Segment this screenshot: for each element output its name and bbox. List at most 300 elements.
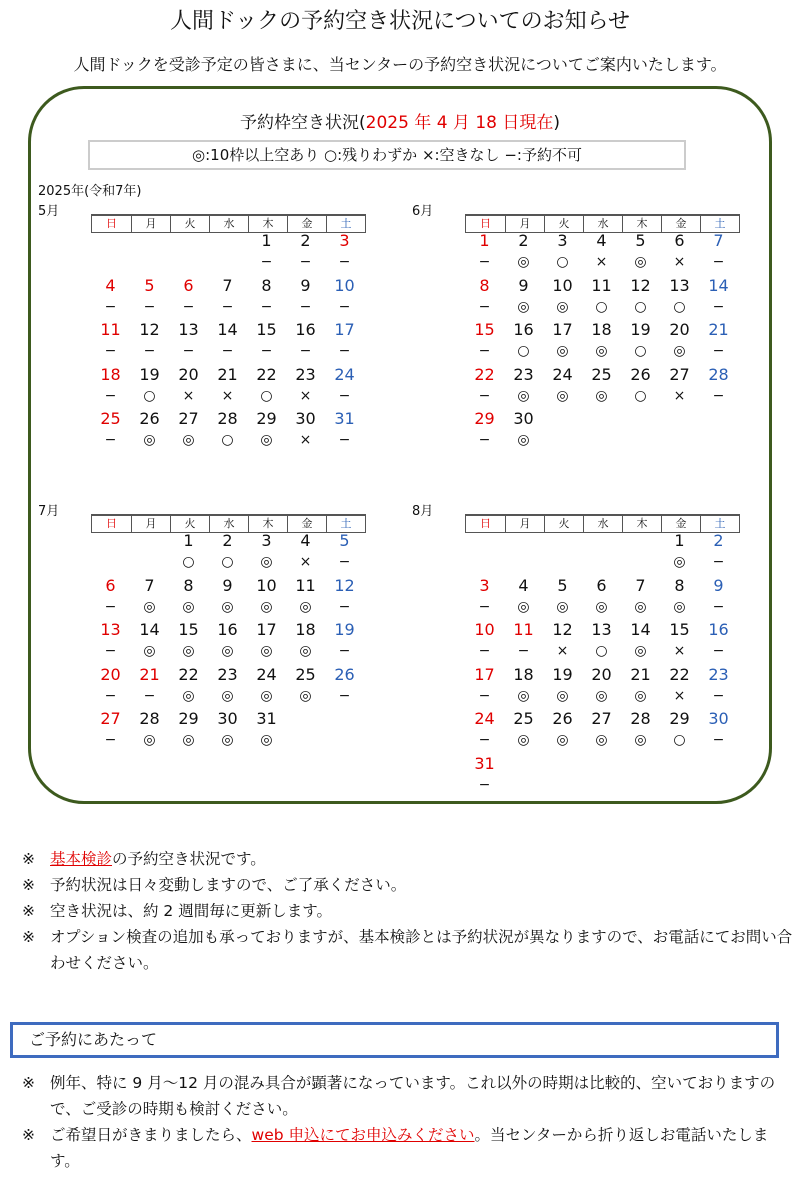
day-number: 6 xyxy=(105,575,116,595)
day-number: 12 xyxy=(630,275,651,295)
availability-mark: − xyxy=(338,387,351,404)
calendar-day xyxy=(169,619,208,664)
availability-mark: ○ xyxy=(595,298,608,315)
weekday-label: 日 xyxy=(106,517,117,530)
availability-mark: ◎ xyxy=(260,732,273,748)
calendar-day xyxy=(130,319,169,364)
day-number: 25 xyxy=(513,709,534,728)
calendar-day xyxy=(247,408,286,453)
calendar-day xyxy=(582,575,621,620)
availability-mark: ◎ xyxy=(517,254,530,270)
day-number: 28 xyxy=(139,709,160,728)
basic-checkup-link[interactable]: 基本検診 xyxy=(50,850,113,868)
calendar-grid xyxy=(91,230,364,453)
calendar-day xyxy=(543,275,582,320)
day-number: 4 xyxy=(105,275,116,295)
day-number: 31 xyxy=(334,409,355,428)
availability-mark: ◎ xyxy=(143,643,156,659)
day-number: 6 xyxy=(183,275,194,295)
calendar-day xyxy=(325,575,364,620)
availability-mark: − xyxy=(712,298,725,315)
availability-mark: − xyxy=(712,554,725,570)
availability-mark: ○ xyxy=(143,387,156,404)
calendar-day xyxy=(247,319,286,364)
day-number: 1 xyxy=(261,231,272,250)
day-number: 10 xyxy=(474,620,495,639)
day-number: 27 xyxy=(178,409,199,428)
availability-mark: ◎ xyxy=(595,387,608,404)
availability-mark: − xyxy=(104,643,117,659)
weekday-label: 火 xyxy=(170,516,209,532)
calendar-day xyxy=(286,619,325,664)
calendar-day xyxy=(699,708,738,753)
availability-mark: ◎ xyxy=(260,687,273,704)
calendar-day xyxy=(169,575,208,620)
day-number: 14 xyxy=(139,620,160,639)
day-number: 17 xyxy=(552,320,573,339)
calendar-day xyxy=(286,664,325,709)
calendar-day xyxy=(582,319,621,364)
availability-mark: ◎ xyxy=(182,687,195,704)
availability-mark: ○ xyxy=(517,343,530,359)
calendar-day xyxy=(91,708,130,753)
availability-mark: ◎ xyxy=(260,643,273,659)
availability-mark: − xyxy=(104,598,117,615)
day-number: 16 xyxy=(513,320,534,339)
day-number: 5 xyxy=(144,275,155,295)
day-number: 28 xyxy=(708,364,729,384)
calendar-day xyxy=(169,364,208,409)
day-number: 22 xyxy=(474,364,495,384)
availability-mark: − xyxy=(338,254,351,270)
calendar-day xyxy=(660,575,699,620)
calendar-day xyxy=(621,364,660,409)
calendar-grid xyxy=(465,230,738,453)
day-number: 21 xyxy=(708,320,729,339)
availability-mark: ◎ xyxy=(673,554,686,570)
weekday-label: 日 xyxy=(480,517,491,530)
day-number: 25 xyxy=(295,664,316,684)
availability-mark: ◎ xyxy=(517,598,530,615)
calendar-day xyxy=(660,708,699,753)
day-number: 27 xyxy=(669,364,690,384)
availability-mark: − xyxy=(478,732,491,748)
day-number: 15 xyxy=(178,620,199,639)
calendar-day xyxy=(130,619,169,664)
availability-mark: ◎ xyxy=(221,732,234,748)
availability-mark: − xyxy=(478,598,491,615)
calendar-day xyxy=(286,575,325,620)
day-number: 19 xyxy=(552,664,573,684)
month-label: 6月 xyxy=(412,204,434,219)
day-number: 6 xyxy=(596,575,607,595)
availability-mark: − xyxy=(478,343,491,359)
calendar-day xyxy=(247,575,286,620)
day-number: 24 xyxy=(256,664,277,684)
calendar-day xyxy=(504,619,543,664)
calendar-day xyxy=(91,319,130,364)
availability-mark: − xyxy=(478,387,491,404)
weekday-label: 火 xyxy=(170,216,209,232)
day-number: 29 xyxy=(178,709,199,728)
day-number: 29 xyxy=(474,409,495,428)
day-number: 29 xyxy=(669,709,690,728)
calendar-day xyxy=(621,708,660,753)
availability-mark: − xyxy=(143,343,156,359)
day-number: 3 xyxy=(261,531,272,550)
day-number: 11 xyxy=(295,575,316,595)
calendar-day xyxy=(325,319,364,364)
day-number: 7 xyxy=(713,231,724,250)
calendar-day xyxy=(465,364,504,409)
weekday-label: 火 xyxy=(544,516,583,532)
availability-mark: ◎ xyxy=(556,687,569,704)
calendar-grid xyxy=(91,530,364,753)
day-number: 26 xyxy=(552,709,573,728)
availability-mark: ◎ xyxy=(182,598,195,615)
availability-mark: ◎ xyxy=(260,554,273,570)
availability-mark: ◎ xyxy=(673,343,686,359)
availability-mark: ◎ xyxy=(182,732,195,748)
availability-mark: − xyxy=(182,343,195,359)
availability-mark: − xyxy=(338,554,351,570)
availability-mark: ◎ xyxy=(634,598,647,615)
calendar-day xyxy=(208,319,247,364)
availability-mark: ○ xyxy=(634,343,647,359)
calendar-day xyxy=(247,530,286,575)
day-number: 8 xyxy=(479,275,490,295)
availability-mark: ◎ xyxy=(556,732,569,748)
day-number: 24 xyxy=(334,364,355,384)
day-number: 28 xyxy=(217,409,238,428)
calendar-day xyxy=(699,230,738,275)
availability-mark: − xyxy=(712,598,725,615)
calendar-day xyxy=(621,619,660,664)
calendar-july xyxy=(38,500,378,780)
day-number: 9 xyxy=(300,275,311,295)
weekday-label: 金 xyxy=(287,216,326,232)
calendar-day xyxy=(699,664,738,709)
calendar-day xyxy=(504,708,543,753)
day-number: 10 xyxy=(334,275,355,295)
availability-mark: − xyxy=(104,387,117,404)
calendar-day xyxy=(621,319,660,364)
calendar-day xyxy=(660,319,699,364)
calendar-day xyxy=(504,664,543,709)
calendar-day xyxy=(582,664,621,709)
weekday-label: 金 xyxy=(661,516,700,532)
availability-mark: ○ xyxy=(221,432,234,448)
calendar-day xyxy=(325,364,364,409)
month-label: 7月 xyxy=(38,504,60,519)
calendar-day xyxy=(286,408,325,453)
calendar-day xyxy=(286,319,325,364)
availability-mark: ◎ xyxy=(182,432,195,448)
day-number: 8 xyxy=(261,275,272,295)
day-number: 22 xyxy=(256,364,277,384)
calendar-day xyxy=(325,408,364,453)
day-number: 20 xyxy=(100,664,121,684)
calendar-day xyxy=(543,319,582,364)
availability-mark: − xyxy=(104,343,117,359)
calendar-day xyxy=(699,319,738,364)
day-number: 31 xyxy=(474,753,495,773)
weekday-label: 月 xyxy=(505,516,544,532)
availability-mark: − xyxy=(478,298,491,315)
day-number: 9 xyxy=(222,575,233,595)
calendar-day xyxy=(286,230,325,275)
availability-mark: × xyxy=(595,254,608,270)
calendar-day xyxy=(660,230,699,275)
day-number: 5 xyxy=(557,575,568,595)
day-number: 13 xyxy=(178,320,199,339)
availability-mark: ◎ xyxy=(556,298,569,315)
availability-mark: × xyxy=(299,387,312,404)
calendar-day xyxy=(208,619,247,664)
availability-mark: ◎ xyxy=(595,343,608,359)
calendar-day xyxy=(91,408,130,453)
weekday-label: 水 xyxy=(209,516,248,532)
day-number: 17 xyxy=(474,664,495,684)
calendar-day xyxy=(504,319,543,364)
weekday-label: 金 xyxy=(287,516,326,532)
availability-mark: ◎ xyxy=(517,432,530,448)
day-number: 23 xyxy=(217,664,238,684)
day-number: 26 xyxy=(630,364,651,384)
availability-mark: − xyxy=(338,343,351,359)
calendar-day xyxy=(169,275,208,320)
weekday-label: 木 xyxy=(622,216,661,232)
day-number: 19 xyxy=(334,620,355,639)
day-number: 11 xyxy=(591,275,612,295)
calendar-grid xyxy=(465,530,738,797)
weekday-label: 金 xyxy=(661,216,700,232)
day-number: 1 xyxy=(674,531,685,550)
day-number: 4 xyxy=(300,531,311,550)
day-number: 4 xyxy=(596,231,607,250)
day-number: 14 xyxy=(630,620,651,639)
day-number: 13 xyxy=(100,620,121,639)
availability-mark: − xyxy=(104,732,117,748)
availability-mark: ◎ xyxy=(299,687,312,704)
day-number: 11 xyxy=(513,620,534,639)
month-label: 5月 xyxy=(38,204,60,219)
calendar-day xyxy=(247,664,286,709)
day-number: 18 xyxy=(100,364,121,384)
calendar-day xyxy=(325,530,364,575)
day-number: 22 xyxy=(669,664,690,684)
calendar-day xyxy=(621,230,660,275)
day-number: 2 xyxy=(518,231,529,250)
calendar-day xyxy=(130,708,169,753)
availability-mark: − xyxy=(299,254,312,270)
weekday-label: 土 xyxy=(700,216,739,232)
availability-mark: − xyxy=(299,343,312,359)
weekday-label: 水 xyxy=(583,216,622,232)
calendar-day xyxy=(621,664,660,709)
day-number: 11 xyxy=(100,320,121,339)
availability-mark: ◎ xyxy=(517,298,530,315)
day-number: 4 xyxy=(518,575,529,595)
availability-mark: ○ xyxy=(673,732,686,748)
availability-mark: ◎ xyxy=(634,732,647,748)
availability-mark: ○ xyxy=(595,643,608,659)
day-number: 12 xyxy=(139,320,160,339)
day-number: 20 xyxy=(591,664,612,684)
weekday-label: 水 xyxy=(583,516,622,532)
availability-mark: ○ xyxy=(634,298,647,315)
availability-mark: ◎ xyxy=(182,643,195,659)
availability-mark: ○ xyxy=(673,298,686,315)
calendar-day xyxy=(247,708,286,753)
web-application-link[interactable]: web 申込にてお申込みください xyxy=(251,1126,475,1144)
day-number: 16 xyxy=(217,620,238,639)
calendar-day xyxy=(699,275,738,320)
availability-mark: − xyxy=(712,643,725,659)
calendar-day xyxy=(325,619,364,664)
availability-mark: − xyxy=(517,643,530,659)
day-number: 3 xyxy=(339,231,350,250)
calendar-day xyxy=(208,575,247,620)
day-number: 8 xyxy=(183,575,194,595)
calendar-day xyxy=(660,664,699,709)
calendar-day xyxy=(543,664,582,709)
calendar-day xyxy=(208,664,247,709)
weekday-label: 日 xyxy=(480,217,491,230)
availability-mark: − xyxy=(338,298,351,315)
availability-mark: − xyxy=(712,387,725,404)
day-number: 18 xyxy=(295,620,316,639)
availability-mark: ◎ xyxy=(673,598,686,615)
day-number: 22 xyxy=(178,664,199,684)
availability-mark: ○ xyxy=(260,387,273,404)
availability-mark: − xyxy=(143,298,156,315)
availability-mark: ◎ xyxy=(556,598,569,615)
day-number: 28 xyxy=(630,709,651,728)
day-number: 2 xyxy=(222,531,233,550)
day-number: 1 xyxy=(183,531,194,550)
note-item: ※ オプション検査の追加も承っておりますが、基本検診とは予約状況が異なりますので、お電話にてお問い合わせください。 xyxy=(22,928,793,972)
weekday-label: 土 xyxy=(700,516,739,532)
calendar-day xyxy=(247,275,286,320)
day-number: 26 xyxy=(334,664,355,684)
calendar-day xyxy=(621,575,660,620)
month-label: 8月 xyxy=(412,504,434,519)
calendar-day xyxy=(169,408,208,453)
availability-mark: − xyxy=(104,432,117,448)
calendar-day xyxy=(91,275,130,320)
availability-mark: − xyxy=(478,643,491,659)
day-number: 12 xyxy=(334,575,355,595)
calendar-day xyxy=(465,708,504,753)
weekday-label: 月 xyxy=(131,516,170,532)
calendar-day xyxy=(504,275,543,320)
calendar-day xyxy=(325,230,364,275)
calendar-day xyxy=(286,530,325,575)
calendar-day xyxy=(699,364,738,409)
availability-mark: ◎ xyxy=(556,387,569,404)
availability-mark: ○ xyxy=(182,554,195,570)
calendar-day xyxy=(543,364,582,409)
calendar-day xyxy=(465,230,504,275)
day-number: 21 xyxy=(630,664,651,684)
availability-mark: ◎ xyxy=(556,343,569,359)
weekday-label: 土 xyxy=(326,516,365,532)
calendar-day xyxy=(543,708,582,753)
availability-mark: ◎ xyxy=(260,598,273,615)
availability-title: 予約枠空き状況(2025 年 4 月 18 日現在) xyxy=(239,113,560,133)
availability-mark: − xyxy=(104,298,117,315)
day-number: 3 xyxy=(557,231,568,250)
calendar-day xyxy=(465,319,504,364)
calendar-day xyxy=(247,230,286,275)
calendar-day xyxy=(130,664,169,709)
availability-mark: − xyxy=(712,732,725,748)
day-number: 18 xyxy=(513,664,534,684)
legend: ◎:10枠以上空あり ○:残りわずか ×:空きなし −:予約不可 xyxy=(88,140,686,170)
calendar-day xyxy=(169,530,208,575)
day-number: 13 xyxy=(591,620,612,639)
calendar-day xyxy=(504,575,543,620)
day-number: 15 xyxy=(669,620,690,639)
calendar-day xyxy=(660,275,699,320)
availability-mark: − xyxy=(478,776,491,793)
calendar-day xyxy=(247,619,286,664)
day-number: 2 xyxy=(300,231,311,250)
day-number: 30 xyxy=(513,409,534,428)
availability-mark: − xyxy=(478,432,491,448)
calendar-june xyxy=(412,200,752,480)
notes-list xyxy=(22,846,797,976)
day-number: 18 xyxy=(591,320,612,339)
day-number: 12 xyxy=(552,620,573,639)
day-number: 3 xyxy=(479,575,490,595)
booking-heading: ご予約にあたって xyxy=(10,1022,779,1058)
year-label: 2025年(令和7年) xyxy=(38,184,142,199)
availability-mark: ◎ xyxy=(143,598,156,615)
day-number: 20 xyxy=(669,320,690,339)
availability-mark: ◎ xyxy=(221,598,234,615)
availability-mark: ◎ xyxy=(517,387,530,404)
availability-mark: ○ xyxy=(556,254,569,270)
day-number: 7 xyxy=(144,575,155,595)
availability-mark: − xyxy=(260,343,273,359)
day-number: 14 xyxy=(708,275,729,295)
calendar-day xyxy=(582,230,621,275)
calendar-day xyxy=(130,275,169,320)
day-number: 24 xyxy=(474,709,495,728)
calendar-day xyxy=(621,275,660,320)
calendar-day xyxy=(660,619,699,664)
availability-mark: − xyxy=(478,687,491,704)
day-number: 17 xyxy=(256,620,277,639)
day-number: 10 xyxy=(256,575,277,595)
booking-notes xyxy=(22,1070,797,1174)
day-number: 21 xyxy=(217,364,238,384)
calendar-august xyxy=(412,500,752,793)
availability-mark: ◎ xyxy=(143,432,156,448)
weekday-label: 木 xyxy=(248,516,287,532)
calendar-day xyxy=(699,575,738,620)
calendar-day xyxy=(286,275,325,320)
availability-mark: − xyxy=(338,432,351,448)
calendar-day xyxy=(325,664,364,709)
calendar-day xyxy=(91,364,130,409)
page-title: 人間ドックの予約空き状況についてのお知らせ xyxy=(169,9,631,34)
availability-mark: × xyxy=(673,687,686,704)
day-number: 10 xyxy=(552,275,573,295)
availability-mark: ◎ xyxy=(595,598,608,615)
